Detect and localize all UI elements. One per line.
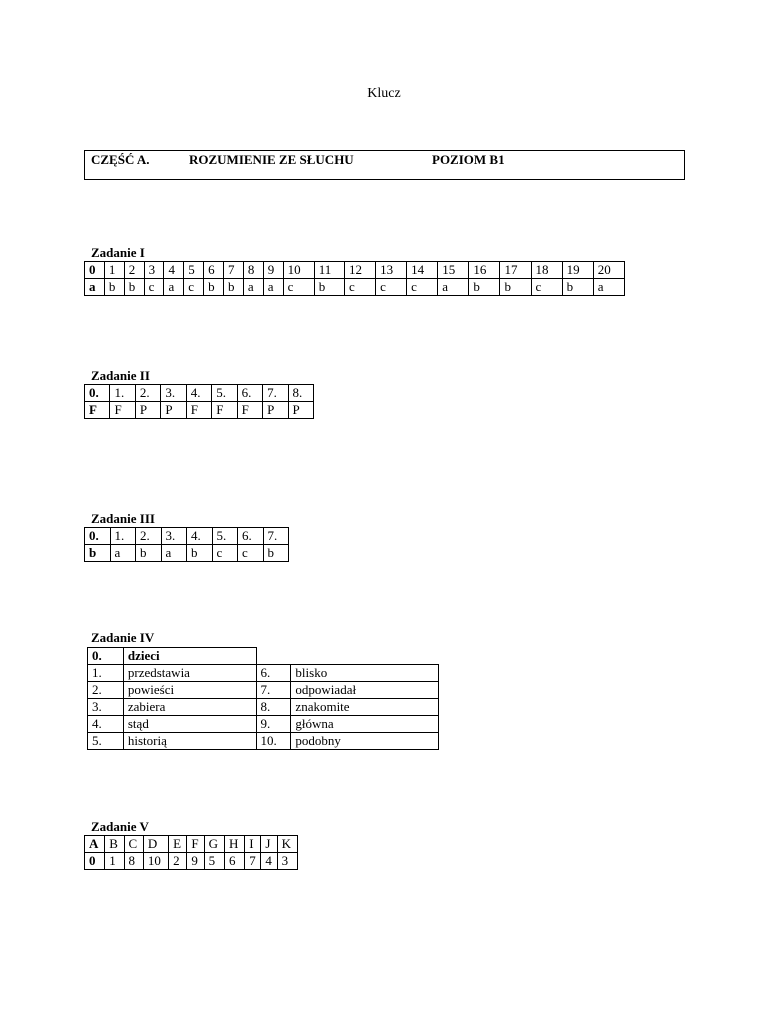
task5-answer-cell: 10 (143, 853, 168, 870)
task4-number: 4. (88, 716, 124, 733)
task1-answer-cell: c (283, 279, 314, 296)
task3-number-cell: 1. (110, 528, 136, 545)
task4-word: znakomite (291, 699, 439, 716)
task1-number-cell: 12 (344, 262, 375, 279)
task1-number-cell: 3 (144, 262, 164, 279)
task4-number: 8. (256, 699, 291, 716)
task5-answers-row (85, 853, 298, 870)
task1-number-cell: 15 (438, 262, 469, 279)
task4-row (88, 682, 439, 699)
task4-word: powieści (123, 682, 256, 699)
task2-answer-cell: P (135, 402, 160, 419)
task5-answer-cell: 3 (277, 853, 297, 870)
task2-answer-cell: F (237, 402, 262, 419)
task5-answer-cell: 4 (261, 853, 277, 870)
task5-letter-cell: E (169, 836, 187, 853)
task2-answer-cell: F (85, 402, 110, 419)
task4-number: 2. (88, 682, 124, 699)
task2-number-cell: 0. (85, 385, 110, 402)
task1-answer-cell: a (164, 279, 184, 296)
task5-letter-cell: C (124, 836, 143, 853)
task3-title: Zadanie III (91, 511, 155, 526)
task1-number-cell: 11 (314, 262, 344, 279)
task2-answer-cell: F (186, 402, 211, 419)
task5-letter-cell: D (143, 836, 168, 853)
task2-answer-cell: P (161, 402, 186, 419)
task5-answer-cell: 1 (105, 853, 124, 870)
document-title: Klucz (367, 86, 401, 101)
task4-word: główna (291, 716, 439, 733)
task4-word: stąd (123, 716, 256, 733)
task1-number-cell: 7 (224, 262, 244, 279)
task2-number-cell: 3. (161, 385, 186, 402)
task1-number-cell: 5 (184, 262, 204, 279)
task3-number-cell: 3. (161, 528, 187, 545)
task3-number-cell: 6. (238, 528, 264, 545)
task1-answer-cell: a (263, 279, 283, 296)
task3-answer-cell: a (110, 545, 136, 562)
task5-letter-cell: G (204, 836, 224, 853)
section-label: ROZUMIENIE ZE SŁUCHU (189, 152, 354, 167)
task4-word: odpowiadał (291, 682, 439, 699)
task2-numbers-row (85, 385, 314, 402)
task3-number-cell: 4. (187, 528, 213, 545)
task1-number-cell: 18 (531, 262, 562, 279)
task5-letter-cell: J (261, 836, 277, 853)
task1-answers-row (85, 279, 625, 296)
task4-number: 7. (256, 682, 291, 699)
task4-title: Zadanie IV (91, 630, 155, 645)
task1-number-cell: 14 (407, 262, 438, 279)
task1-number-cell: 0 (85, 262, 105, 279)
level-label: POZIOM B1 (432, 152, 505, 167)
task3-answer-cell: b (187, 545, 213, 562)
task4-table (87, 647, 439, 750)
task4-word: blisko (291, 665, 439, 682)
task2-number-cell: 1. (110, 385, 135, 402)
task4-number: 1. (88, 665, 124, 682)
task1-answer-cell: c (531, 279, 562, 296)
task4-number: 6. (256, 665, 291, 682)
task1-answer-cell: b (500, 279, 531, 296)
task2-number-cell: 5. (212, 385, 237, 402)
task2-number-cell: 4. (186, 385, 211, 402)
task4-number: 10. (256, 733, 291, 750)
task5-table (84, 835, 298, 870)
task4-row (88, 665, 439, 682)
task4-number: 3. (88, 699, 124, 716)
task5-answer-cell: 2 (169, 853, 187, 870)
task5-answer-cell: 9 (187, 853, 204, 870)
part-label: CZĘŚĆ A. (91, 152, 150, 167)
task5-answer-cell: 8 (124, 853, 143, 870)
task2-number-cell: 7. (263, 385, 288, 402)
task5-letter-cell: B (105, 836, 124, 853)
task1-table (84, 261, 625, 296)
task1-answer-cell: c (144, 279, 164, 296)
task1-answer-cell: a (85, 279, 105, 296)
task5-letter-cell: A (85, 836, 105, 853)
task1-answer-cell: c (407, 279, 438, 296)
task4-number: 9. (256, 716, 291, 733)
task4-row (88, 699, 439, 716)
task5-answer-cell: 0 (85, 853, 105, 870)
task2-table (84, 384, 314, 419)
task2-number-cell: 2. (135, 385, 160, 402)
task1-number-cell: 9 (263, 262, 283, 279)
task3-numbers-row (85, 528, 289, 545)
task1-number-cell: 10 (283, 262, 314, 279)
task2-answers-row (85, 402, 314, 419)
task1-title: Zadanie I (91, 245, 145, 260)
task2-answer-cell: P (288, 402, 314, 419)
task1-answer-cell: b (104, 279, 124, 296)
task4-word: podobny (291, 733, 439, 750)
task1-number-cell: 8 (243, 262, 263, 279)
task1-number-cell: 16 (469, 262, 500, 279)
task1-number-cell: 17 (500, 262, 531, 279)
task4-word: przedstawia (123, 665, 256, 682)
task2-answer-cell: F (212, 402, 237, 419)
task5-letter-cell: H (224, 836, 244, 853)
task1-answer-cell: b (204, 279, 224, 296)
task1-numbers-row (85, 262, 625, 279)
task2-answer-cell: P (263, 402, 288, 419)
task5-letters-row (85, 836, 298, 853)
task4-number: 5. (88, 733, 124, 750)
task2-title: Zadanie II (91, 368, 150, 383)
task1-answer-cell: c (344, 279, 375, 296)
task5-answer-cell: 7 (245, 853, 261, 870)
task3-answer-cell: c (212, 545, 238, 562)
task3-number-cell: 5. (212, 528, 238, 545)
task1-number-cell: 2 (124, 262, 144, 279)
task1-answer-cell: a (593, 279, 624, 296)
task3-answer-cell: c (238, 545, 264, 562)
task2-number-cell: 6. (237, 385, 262, 402)
part-header-box (84, 150, 685, 180)
task1-answer-cell: a (438, 279, 469, 296)
task3-answer-cell: a (161, 545, 187, 562)
task3-answer-cell: b (263, 545, 289, 562)
task2-number-cell: 8. (288, 385, 314, 402)
task1-number-cell: 4 (164, 262, 184, 279)
task1-number-cell: 20 (593, 262, 624, 279)
task5-letter-cell: F (187, 836, 204, 853)
task1-answer-cell: b (562, 279, 593, 296)
task5-title: Zadanie V (91, 819, 149, 834)
task1-answer-cell: b (124, 279, 144, 296)
task1-number-cell: 13 (376, 262, 407, 279)
task1-answer-cell: c (376, 279, 407, 296)
task4-example-word: dzieci (123, 648, 256, 665)
task2-answer-cell: F (110, 402, 135, 419)
task4-example-number: 0. (88, 648, 124, 665)
task5-letter-cell: I (245, 836, 261, 853)
task4-word: zabiera (123, 699, 256, 716)
task1-number-cell: 1 (104, 262, 124, 279)
task3-answer-cell: b (85, 545, 111, 562)
task4-word: historią (123, 733, 256, 750)
task5-answer-cell: 6 (224, 853, 244, 870)
task1-answer-cell: b (224, 279, 244, 296)
task3-number-cell: 0. (85, 528, 111, 545)
task5-answer-cell: 5 (204, 853, 224, 870)
task1-answer-cell: b (314, 279, 344, 296)
task1-number-cell: 19 (562, 262, 593, 279)
task3-table (84, 527, 289, 562)
task5-letter-cell: K (277, 836, 297, 853)
task1-number-cell: 6 (204, 262, 224, 279)
task4-example-row (88, 648, 439, 665)
task4-row (88, 716, 439, 733)
task3-answers-row (85, 545, 289, 562)
task3-answer-cell: b (136, 545, 162, 562)
task4-row (88, 733, 439, 750)
task1-answer-cell: c (184, 279, 204, 296)
task3-number-cell: 7. (263, 528, 289, 545)
task3-number-cell: 2. (136, 528, 162, 545)
task1-answer-cell: a (243, 279, 263, 296)
task1-answer-cell: b (469, 279, 500, 296)
